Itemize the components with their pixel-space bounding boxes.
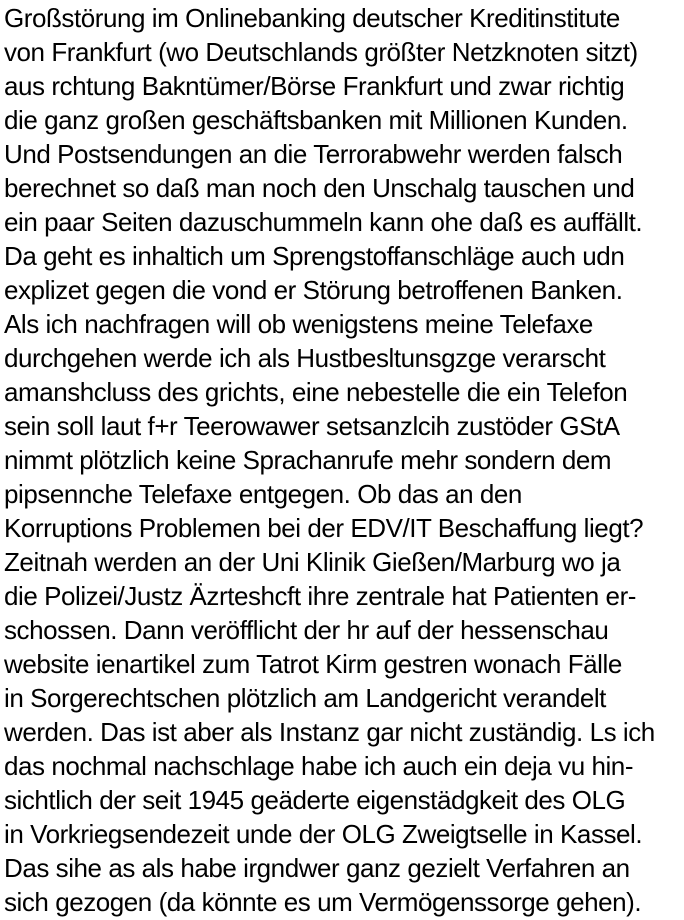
text-line: in Sorgerechtschen plötzlich am Landgericht verandelt bbox=[4, 683, 606, 713]
text-line: Korruptions Problemen bei der EDV/IT Beschaffung liegt? bbox=[4, 513, 644, 543]
text-line: ein paar Seiten dazuschummeln kann ohe daß es auffällt. bbox=[4, 207, 643, 237]
text-line: sich gezogen (da könnte es um Vermögenssorge gehen). bbox=[4, 887, 642, 917]
text-line: sichtlich der seit 1945 geäderte eigenstädgkeit des OLG bbox=[4, 785, 626, 815]
text-line: sein soll laut f+r Teerowawer setsanzlcih zustöder GStA bbox=[4, 411, 620, 441]
text-line: berechnet so daß man noch den Unschalg tauschen und bbox=[4, 173, 635, 203]
text-line: nimmt plötzlich keine Sprachanrufe mehr sondern dem bbox=[4, 445, 612, 475]
text-line: Und Postsendungen an die Terrorabwehr werden falsch bbox=[4, 139, 623, 169]
text-line: amanshcluss des grichts, eine nebestelle die ein Telefon bbox=[4, 377, 628, 407]
text-line: die Polizei/Justz Äzrteshcft ihre zentrale hat Patienten er- bbox=[4, 581, 636, 611]
text-line: schossen. Dann veröfflicht der hr auf der hessenschau bbox=[4, 615, 609, 645]
text-line: aus rchtung Bakntümer/Börse Frankfurt und zwar richtig bbox=[4, 71, 625, 101]
text-line: Das sihe as als habe irgndwer ganz gezielt Verfahren an bbox=[4, 853, 630, 883]
text-line: werden. Das ist aber als Instanz gar nicht zuständig. Ls ich bbox=[4, 717, 655, 747]
text-line: Da geht es inhaltich um Sprengstoffanschläge auch udn bbox=[4, 241, 625, 271]
text-paragraph bbox=[4, 1, 682, 919]
text-line: website ienartikel zum Tatrot Kirm gestren wonach Fälle bbox=[4, 649, 622, 679]
text-line: explizet gegen die vond er Störung betroffenen Banken. bbox=[4, 275, 623, 305]
text-line: das nochmal nachschlage habe ich auch ein deja vu hin- bbox=[4, 751, 634, 781]
text-line: die ganz großen geschäftsbanken mit Millionen Kunden. bbox=[4, 105, 628, 135]
text-line: pipsennche Telefaxe entgegen. Ob das an den bbox=[4, 479, 522, 509]
text-line: von Frankfurt (wo Deutschlands größter Netzknoten sitzt) bbox=[4, 37, 638, 67]
text-line: durchgehen werde ich als Hustbesltunsgzge verarscht bbox=[4, 343, 606, 373]
text-line: Zeitnah werden an der Uni Klinik Gießen/Marburg wo ja bbox=[4, 547, 621, 577]
text-line: Großstörung im Onlinebanking deutscher Kreditinstitute bbox=[4, 3, 620, 33]
text-line: Als ich nachfragen will ob wenigstens meine Telefaxe bbox=[4, 309, 593, 339]
text-line: in Vorkriegsendezeit unde der OLG Zweigtselle in Kassel. bbox=[4, 819, 643, 849]
